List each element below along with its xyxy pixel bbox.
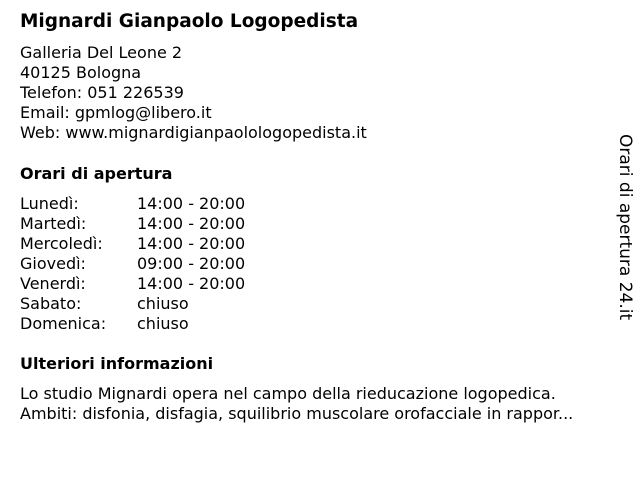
hours-time: chiuso xyxy=(137,314,189,333)
hours-day: Venerdì: xyxy=(20,274,86,293)
hours-row-friday xyxy=(20,274,300,294)
opening-hours-table xyxy=(20,194,300,334)
hours-day: Domenica: xyxy=(20,314,107,333)
opening-hours-heading: Orari di apertura xyxy=(20,164,173,183)
address-city: 40125 Bologna xyxy=(20,63,142,82)
hours-day: Mercoledì: xyxy=(20,234,103,253)
web-line[interactable]: Web: www.mignardigianpaolologopedista.it xyxy=(20,123,367,142)
hours-row-wednesday xyxy=(20,234,300,254)
more-info-heading: Ulteriori informazioni xyxy=(20,354,214,373)
side-watermark-text: Orari di apertura 24.it xyxy=(615,134,635,321)
hours-row-saturday xyxy=(20,294,300,314)
hours-time: 14:00 - 20:00 xyxy=(137,194,246,213)
phone-line[interactable]: Telefon: 051 226539 xyxy=(20,83,184,102)
more-info-text xyxy=(20,384,573,424)
hours-row-thursday xyxy=(20,254,300,274)
hours-time: 14:00 - 20:00 xyxy=(137,274,246,293)
hours-day: Sabato: xyxy=(20,294,82,313)
contact-block xyxy=(20,43,367,143)
hours-day: Lunedì: xyxy=(20,194,79,213)
hours-row-sunday xyxy=(20,314,300,334)
hours-day: Giovedì: xyxy=(20,254,86,273)
hours-time: 14:00 - 20:00 xyxy=(137,214,246,233)
hours-time: 14:00 - 20:00 xyxy=(137,234,246,253)
more-info-line: Ambiti: disfonia, disfagia, squilibrio muscolare orofacciale in rappor... xyxy=(20,404,574,423)
hours-row-monday xyxy=(20,194,300,214)
side-watermark xyxy=(612,134,638,321)
hours-time: 09:00 - 20:00 xyxy=(137,254,246,273)
business-name: Mignardi Gianpaolo Logopedista xyxy=(20,11,359,32)
hours-time: chiuso xyxy=(137,294,189,313)
email-line[interactable]: Email: gpmlog@libero.it xyxy=(20,103,212,122)
address-street: Galleria Del Leone 2 xyxy=(20,43,183,62)
more-info-line: Lo studio Mignardi opera nel campo della rieducazione logopedica. xyxy=(20,384,556,403)
hours-day: Martedì: xyxy=(20,214,87,233)
hours-row-tuesday xyxy=(20,214,300,234)
